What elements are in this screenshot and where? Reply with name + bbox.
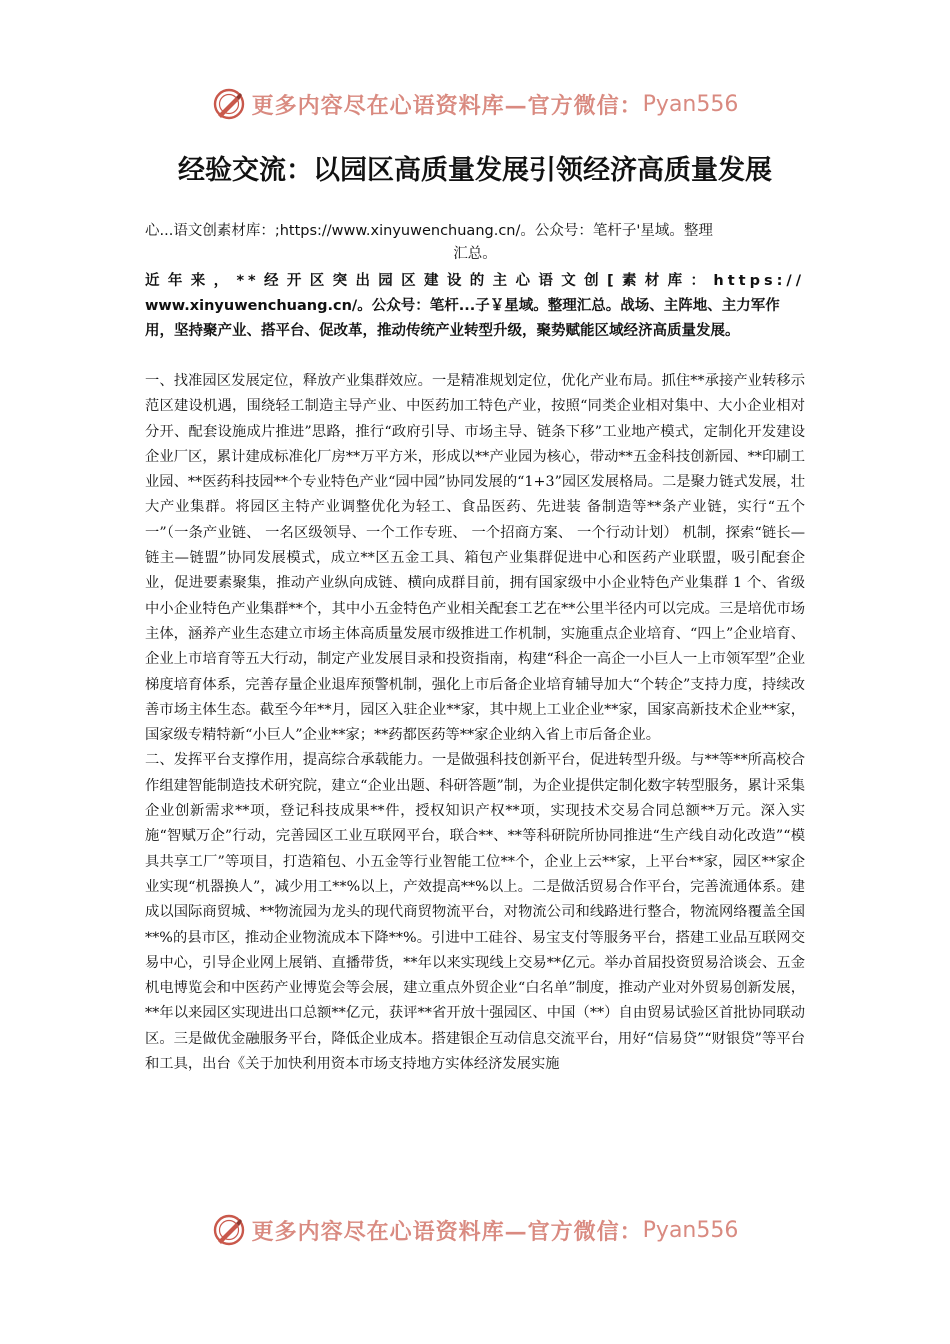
pen-logo-icon — [212, 87, 246, 121]
header-banner[interactable] — [0, 82, 950, 126]
source-note-line-2: 汇总。 — [453, 246, 497, 262]
document-body — [145, 369, 805, 1077]
footer-banner[interactable] — [0, 1208, 950, 1252]
banner-wechat-id: Pyan556 — [642, 1217, 739, 1243]
source-note — [145, 220, 805, 266]
banner-text: 更多内容尽在心语资料库—官方微信： — [251, 1218, 643, 1245]
paragraph-platform-support: 二、发挥平台支撑作用，提高综合承载能力。一是做强科技创新平台，促进转型升级。与**等**所高校合作组建智能制造技术研究院，建立“企业出题、科研答题”制，为企业提供定制化数字转型服务，累计采集企业创新需求**项，登记科技成果**件，授权知识产权**项，实现技术交易合同总额**万元。深入实施“智赋万企”行动，完善园区工业互联网平台，联合**、**等科研院所协同推进“生产线自动化改造”“模具共享工厂”等项目，打造箱包、小五金等行业智能工位**个，企业上云**家，上平台**家，园区**家企业实现“机器换人”，减少用工**%以上，产效提高**%以上。二是做活贸易合作平台，完善流通体系。建成以国际商贸城、**物流园为龙头的现代商贸物流平台，对物流公司和线路进行整合，物流网络覆盖全国**%的县市区，推动企业物流成本下降**%。引进中工硅谷、易宝支付等服务平台，搭建工业品互联网交易中心，引导企业网上展销、直播带货，**年以来实现线上交易**亿元。举办首届投资贸易洽谈会、五金机电博览会和中医药产业博览会等会展，建立重点外贸企业“白名单”制度，推动产业对外贸易创新发展，**年以来园区实现进出口总额**亿元，获评**省开放十强园区、中国（**）自由贸易试验区首批协同联动区。三是做优金融服务平台，降低企业成本。搭建银企互动信息交流平台，用好“信易贷”“财银贷”等平台和工具，出台《关于加快利用资本市场支持地方实体经济发展实施 — [145, 752, 805, 1073]
banner-text: 更多内容尽在心语资料库—官方微信： — [251, 92, 643, 119]
intro-line-2: www.xinyuwenchuang.cn/。公众号：笔杆...子￥星域。整理汇总。战场、主阵地、主力军作用，坚持聚产业、搭平台、促改革，推动传统产业转型升级，聚势赋能区域经济高质量发展。 — [145, 298, 780, 339]
pen-logo-icon — [212, 1213, 246, 1247]
document-title: 经验交流：以园区高质量发展引领经济高质量发展 — [178, 155, 772, 186]
banner-wechat-id: Pyan556 — [642, 91, 739, 117]
intro-paragraph — [145, 269, 805, 344]
source-note-line-1: 心...语文创素材库：;https://www.xinyuwenchuang.cn/。公众号：笔杆子'星域。整理 — [145, 223, 713, 239]
intro-line-1: 近年来，**经开区突出园区建设的主心语文创[素材库：https:// — [145, 273, 805, 289]
paragraph-industry-positioning: 一、找准园区发展定位，释放产业集群效应。一是精准规划定位，优化产业布局。抓住**承接产业转移示范区建设机遇，围绕轻工制造主导产业、中医药加工特色产业，按照“同类企业相对集中、大小企业相对分开、配套设施成片推进”思路，推行“政府引导、市场主导、链条下移”工业地产模式，定制化开发建设企业厂区，累计建成标准化厂房**万平方米，形成以**产业园为核心，带动**五金科技创新园、**印刷工业园、**医药科技园**个专业特色产业“园中园”协同发展的“1+3”园区发展格局。二是聚力链式发展，壮大产业集群。将园区主特产业调整优化为轻工、食品医药、先进装 备制造等**条产业链，实行“五个一”（一条产业链、 一名区级领导、一个工作专班、 一个招商方案、 一个行动计划） 机制，探索“链长—链主—链盟”协同发展模式，成立**区五金工具、箱包产业集群促进中心和医药产业联盟，吸引配套企业，促进要素聚集，推动产业纵向成链、横向成群目前，拥有国家级中小企业特色产业集群 1 个、省级中小企业特色产业集群**个，其中小五金特色产业相关配套工艺在**公里半径内可以完成。三是培优市场主体，涵养产业生态建立市场主体高质量发展市级推进工作机制，实施重点企业培育、“四上”企业培育、企业上市培育等五大行动，制定产业发展目录和投资指南，构建“科企一高企一小巨人一上市领军型”企业梯度培育体系，完善存量企业退库预警机制，强化上市后备企业培育辅导加大“个转企”支持力度，持续改善市场主体生态。截至今年**月，园区入驻企业**家，其中规上工业企业**家，国家高新技术企业**家，国家级专精特新“小巨人”企业**家；**药都医药等**家企业纳入省上市后备企业。 — [145, 373, 805, 744]
